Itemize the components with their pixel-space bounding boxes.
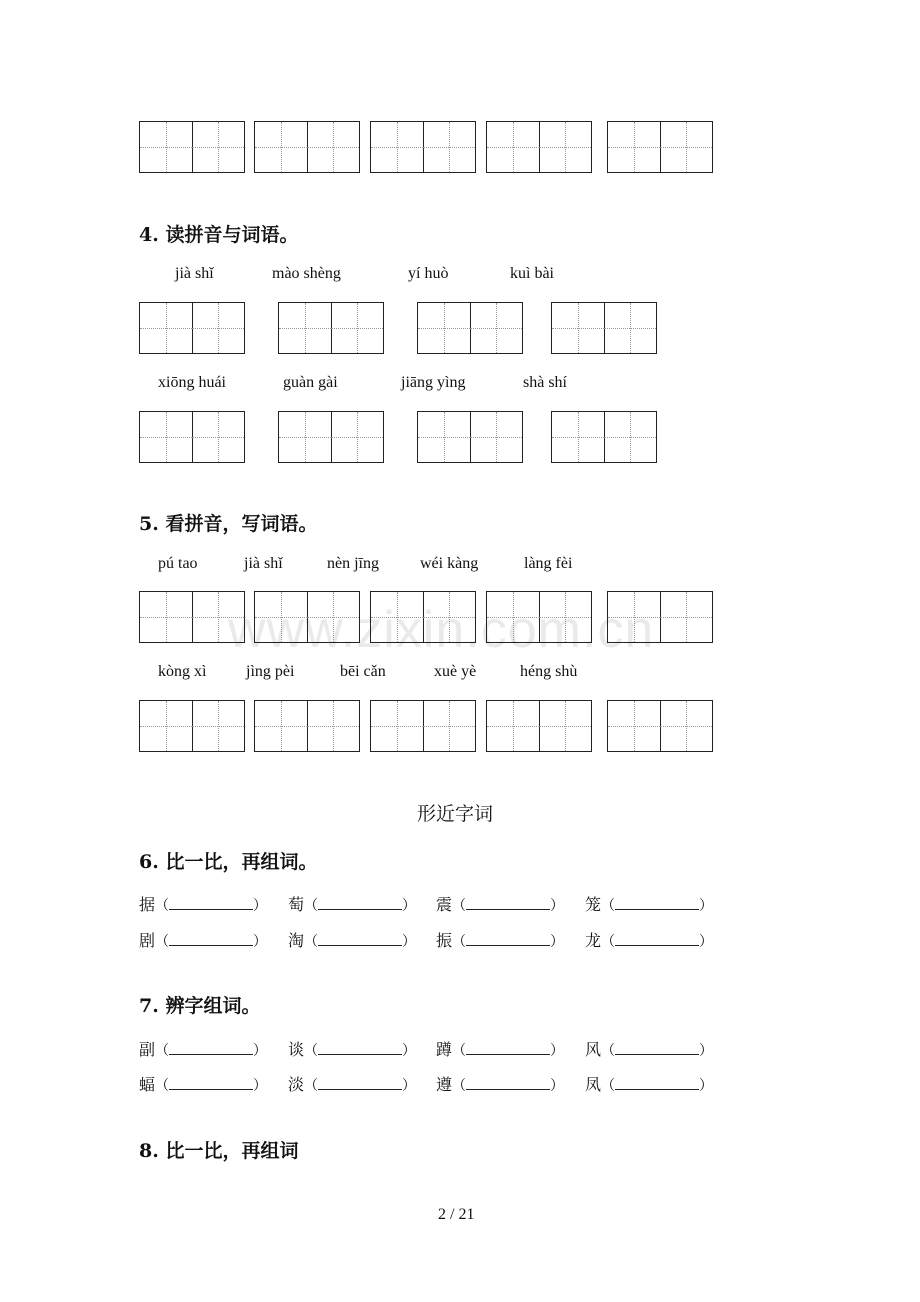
writing-grid-box[interactable]: [486, 591, 592, 643]
compare-item: [139, 892, 267, 915]
writing-cell[interactable]: [539, 701, 591, 751]
writing-cell[interactable]: [552, 303, 605, 353]
paren-close: ）: [550, 934, 565, 950]
character: 蹲: [436, 1040, 453, 1059]
writing-cell[interactable]: [192, 701, 244, 751]
writing-grid-box[interactable]: [607, 700, 713, 752]
paren-close: ）: [402, 934, 417, 950]
paren-open: （: [155, 934, 170, 950]
answer-blank[interactable]: [615, 931, 699, 946]
answer-blank[interactable]: [318, 1040, 402, 1055]
writing-grid-box[interactable]: [607, 121, 713, 173]
writing-cell[interactable]: [423, 701, 475, 751]
writing-cell[interactable]: [279, 412, 332, 462]
question-5-heading: 5. 看拼音，写词语。: [139, 513, 318, 535]
writing-cell[interactable]: [418, 303, 471, 353]
character: 淘: [288, 931, 305, 950]
paren-open: （: [452, 934, 467, 950]
writing-cell[interactable]: [331, 303, 383, 353]
writing-cell[interactable]: [487, 122, 540, 172]
character: 谈: [288, 1040, 305, 1059]
writing-cell[interactable]: [487, 701, 540, 751]
paren-close: ）: [253, 1078, 268, 1094]
character: 遵: [436, 1075, 453, 1094]
writing-cell[interactable]: [255, 122, 308, 172]
character: 龙: [585, 931, 602, 950]
character: 剧: [139, 931, 156, 950]
writing-grid-box[interactable]: [370, 700, 476, 752]
writing-grid-box[interactable]: [139, 411, 245, 463]
paren-open: （: [304, 1043, 319, 1059]
character: 凤: [585, 1075, 602, 1094]
watermark: www.zixin.com.cn: [228, 601, 655, 659]
character: 萄: [288, 895, 305, 914]
answer-blank[interactable]: [169, 895, 253, 910]
writing-cell[interactable]: [608, 592, 661, 642]
writing-cell[interactable]: [140, 701, 193, 751]
pinyin-label: xuè yè: [434, 663, 477, 680]
writing-grid-box[interactable]: [551, 411, 657, 463]
compare-item: [436, 928, 564, 951]
writing-cell[interactable]: [604, 412, 656, 462]
pinyin-label: jià shǐ: [175, 265, 214, 282]
answer-blank[interactable]: [318, 895, 402, 910]
writing-cell[interactable]: [487, 592, 540, 642]
writing-grid-box[interactable]: [139, 302, 245, 354]
writing-cell[interactable]: [660, 122, 712, 172]
pinyin-label: jià shǐ: [244, 555, 283, 572]
character: 淡: [288, 1075, 305, 1094]
writing-cell[interactable]: [423, 592, 475, 642]
writing-cell[interactable]: [371, 592, 424, 642]
writing-cell[interactable]: [470, 412, 522, 462]
pinyin-label: nèn jīng: [327, 555, 379, 572]
paren-close: ）: [253, 1043, 268, 1059]
writing-cell[interactable]: [371, 701, 424, 751]
writing-cell[interactable]: [279, 303, 332, 353]
paren-close: ）: [550, 1043, 565, 1059]
writing-cell[interactable]: [539, 592, 591, 642]
writing-cell[interactable]: [307, 122, 359, 172]
writing-grid-box[interactable]: [254, 121, 360, 173]
writing-cell[interactable]: [192, 122, 244, 172]
writing-grid-box[interactable]: [486, 121, 592, 173]
question-4-heading: 4. 读拼音与词语。: [139, 224, 299, 246]
writing-grid-box[interactable]: [254, 591, 360, 643]
answer-blank[interactable]: [466, 895, 550, 910]
answer-blank[interactable]: [615, 895, 699, 910]
question-7-heading: 7. 辨字组词。: [139, 995, 261, 1017]
writing-cell[interactable]: [192, 412, 244, 462]
paren-open: （: [304, 934, 319, 950]
paren-close: ）: [699, 1043, 714, 1059]
paren-close: ）: [699, 1078, 714, 1094]
writing-cell[interactable]: [140, 412, 193, 462]
pinyin-label: làng fèi: [524, 555, 573, 572]
paren-open: （: [601, 898, 616, 914]
writing-grid-box[interactable]: [139, 121, 245, 173]
answer-blank[interactable]: [615, 1040, 699, 1055]
writing-cell[interactable]: [660, 701, 712, 751]
paren-close: ）: [699, 898, 714, 914]
character: 蝠: [139, 1075, 156, 1094]
writing-cell[interactable]: [660, 592, 712, 642]
paren-open: （: [601, 1043, 616, 1059]
writing-cell[interactable]: [539, 122, 591, 172]
paren-open: （: [452, 1078, 467, 1094]
writing-grid-box[interactable]: [486, 700, 592, 752]
answer-blank[interactable]: [318, 931, 402, 946]
writing-grid-box[interactable]: [139, 700, 245, 752]
pinyin-label: bēi cǎn: [340, 663, 386, 680]
pinyin-label: xiōng huái: [158, 374, 226, 391]
pinyin-label: yí huò: [408, 265, 449, 282]
character: 振: [436, 931, 453, 950]
answer-blank[interactable]: [615, 1075, 699, 1090]
writing-grid-box[interactable]: [370, 121, 476, 173]
character: 震: [436, 895, 453, 914]
writing-grid-box[interactable]: [139, 591, 245, 643]
character: 风: [585, 1040, 602, 1059]
compare-item: [139, 928, 267, 951]
paren-close: ）: [402, 1043, 417, 1059]
paren-open: （: [452, 1043, 467, 1059]
character: 笼: [585, 895, 602, 914]
answer-blank[interactable]: [169, 1040, 253, 1055]
writing-grid-box[interactable]: [417, 411, 523, 463]
compare-item: [139, 1072, 267, 1095]
compare-item: [288, 892, 416, 915]
pinyin-label: kuì bài: [510, 265, 554, 282]
question-8-heading: 8. 比一比，再组词: [139, 1140, 299, 1162]
compare-item: [288, 928, 416, 951]
paren-open: （: [304, 898, 319, 914]
paren-close: ）: [550, 1078, 565, 1094]
writing-grid-box[interactable]: [370, 591, 476, 643]
pinyin-label: jìng pèi: [246, 663, 295, 680]
writing-cell[interactable]: [331, 412, 383, 462]
compare-item: [288, 1037, 416, 1060]
compare-item: [288, 1072, 416, 1095]
writing-cell[interactable]: [192, 303, 244, 353]
pinyin-label: jiāng yìng: [401, 374, 466, 391]
pinyin-label: kòng xì: [158, 663, 207, 680]
pinyin-label: guàn gài: [283, 374, 338, 391]
paren-close: ）: [550, 898, 565, 914]
question-6-heading: 6. 比一比，再组词。: [139, 851, 318, 873]
pinyin-label: mào shèng: [272, 265, 341, 282]
paren-close: ）: [699, 934, 714, 950]
paren-open: （: [155, 898, 170, 914]
paren-open: （: [601, 1078, 616, 1094]
compare-item: [139, 1037, 267, 1060]
paren-close: ）: [402, 898, 417, 914]
writing-grid-box[interactable]: [278, 411, 384, 463]
compare-item: [585, 892, 713, 915]
writing-cell[interactable]: [604, 303, 656, 353]
writing-grid-box[interactable]: [607, 591, 713, 643]
answer-blank[interactable]: [169, 931, 253, 946]
paren-close: ）: [253, 934, 268, 950]
writing-cell[interactable]: [255, 592, 308, 642]
writing-cell[interactable]: [371, 122, 424, 172]
pinyin-label: pú tao: [158, 555, 198, 572]
writing-grid-box[interactable]: [278, 302, 384, 354]
answer-blank[interactable]: [466, 931, 550, 946]
writing-cell[interactable]: [307, 701, 359, 751]
pinyin-label: shà shí: [523, 374, 567, 391]
writing-grid-box[interactable]: [417, 302, 523, 354]
answer-blank[interactable]: [318, 1075, 402, 1090]
writing-cell[interactable]: [418, 412, 471, 462]
pinyin-label: wéi kàng: [420, 555, 479, 572]
compare-item: [436, 1072, 564, 1095]
character: 据: [139, 895, 156, 914]
paren-open: （: [452, 898, 467, 914]
compare-item: [436, 1037, 564, 1060]
paren-open: （: [155, 1078, 170, 1094]
pinyin-label: héng shù: [520, 663, 578, 680]
character: 副: [139, 1040, 156, 1059]
page-number: 2 / 21: [438, 1206, 475, 1223]
answer-blank[interactable]: [466, 1075, 550, 1090]
compare-item: [585, 928, 713, 951]
writing-grid-box[interactable]: [254, 700, 360, 752]
writing-cell[interactable]: [552, 412, 605, 462]
writing-cell[interactable]: [255, 701, 308, 751]
writing-cell[interactable]: [192, 592, 244, 642]
writing-cell[interactable]: [423, 122, 475, 172]
paren-close: ）: [402, 1078, 417, 1094]
writing-cell[interactable]: [608, 122, 661, 172]
answer-blank[interactable]: [169, 1075, 253, 1090]
writing-cell[interactable]: [470, 303, 522, 353]
compare-item: [585, 1037, 713, 1060]
paren-open: （: [601, 934, 616, 950]
paren-close: ）: [253, 898, 268, 914]
compare-item: [585, 1072, 713, 1095]
writing-grid-box[interactable]: [551, 302, 657, 354]
paren-open: （: [304, 1078, 319, 1094]
compare-item: [436, 892, 564, 915]
writing-cell[interactable]: [140, 592, 193, 642]
writing-cell[interactable]: [140, 303, 193, 353]
writing-cell[interactable]: [140, 122, 193, 172]
writing-cell[interactable]: [608, 701, 661, 751]
answer-blank[interactable]: [466, 1040, 550, 1055]
writing-cell[interactable]: [307, 592, 359, 642]
section-title: 形近字词: [417, 803, 494, 825]
paren-open: （: [155, 1043, 170, 1059]
